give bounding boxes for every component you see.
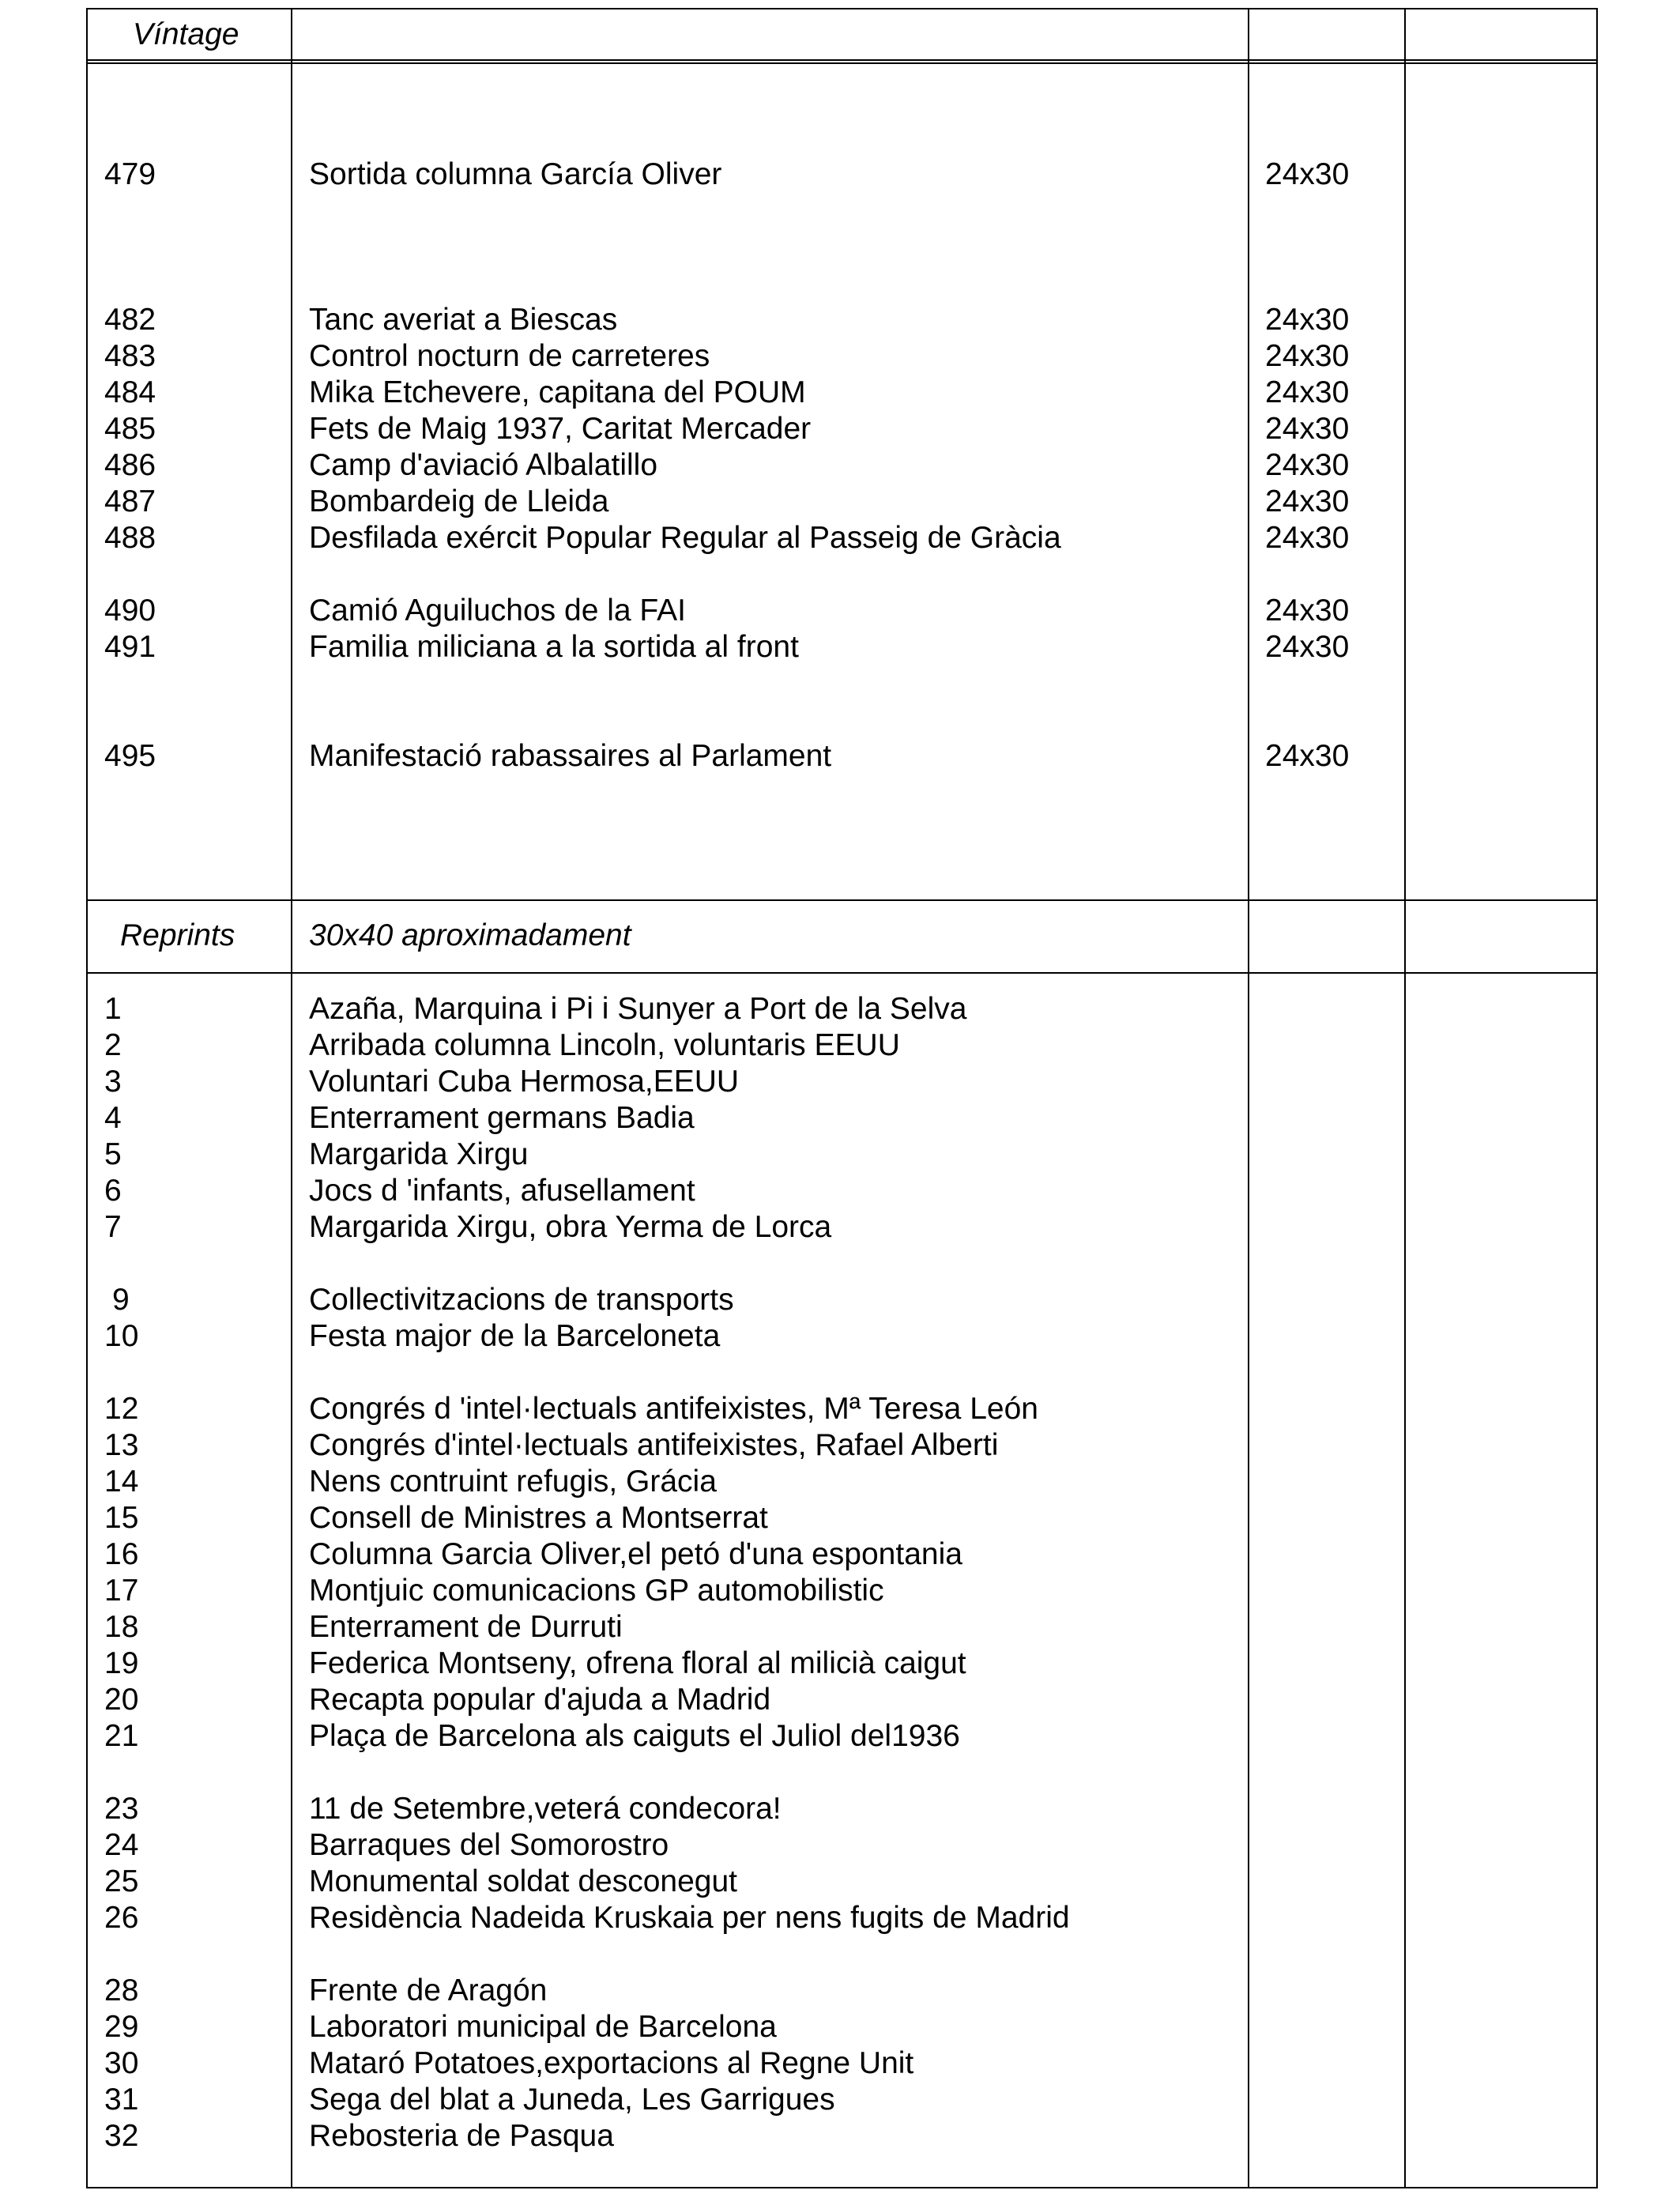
item-title: Montjuic comunicacions GP automobilistic [309, 1574, 884, 1608]
item-title: Fets de Maig 1937, Caritat Mercader [309, 412, 812, 446]
item-number: 21 [104, 1719, 139, 1753]
item-title: Enterrament de Durruti [309, 1610, 623, 1644]
item-number: 491 [104, 630, 156, 664]
reprints-section-label: Reprints [120, 918, 235, 952]
table-row [0, 1827, 1680, 1864]
item-title: Manifestació rabassaires al Parlament [309, 739, 832, 773]
vintage-section-label: Víntage [133, 17, 239, 51]
table-row [0, 520, 1680, 556]
table-row [0, 1973, 1680, 2009]
table-row [0, 2082, 1680, 2118]
table-row [0, 1864, 1680, 1900]
item-number: 19 [104, 1646, 139, 1680]
item-title: Rebosteria de Pasqua [309, 2119, 614, 2153]
item-title: Collectivitzacions de transports [309, 1283, 734, 1317]
item-title: Consell de Ministres a Montserrat [309, 1501, 768, 1535]
item-number: 479 [104, 157, 156, 191]
item-title: Voluntari Cuba Hermosa,EEUU [309, 1065, 740, 1099]
reprints-header-top-rule [86, 899, 1598, 901]
table-row [0, 156, 1680, 193]
table-row [0, 2045, 1680, 2082]
item-title: 11 de Setembre,veterá condecora! [309, 1792, 782, 1826]
table-row [0, 1173, 1680, 1209]
item-size: 24x30 [1265, 412, 1350, 446]
table-row [0, 1282, 1680, 1318]
item-title: Congrés d 'intel·lectuals antifeixistes, Mª Teresa León [309, 1392, 1038, 1426]
item-title: Sega del blat a Juneda, Les Garrigues [309, 2083, 835, 2117]
item-title: Festa major de la Barceloneta [309, 1319, 721, 1353]
table-row [0, 1100, 1680, 1137]
table-row [0, 1791, 1680, 1827]
item-title: Congrés d'intel·lectuals antifeixistes, Rafael Alberti [309, 1428, 999, 1462]
table-row [0, 1718, 1680, 1755]
item-number: 28 [104, 1973, 139, 2007]
item-size: 24x30 [1265, 448, 1350, 482]
item-number: 5 [104, 1137, 122, 1171]
item-title: Monumental soldat desconegut [309, 1864, 738, 1898]
item-number: 23 [104, 1792, 139, 1826]
table-row [0, 1027, 1680, 1064]
item-number: 482 [104, 303, 156, 337]
item-title: Mataró Potatoes,exportacions al Regne Unit [309, 2046, 914, 2080]
item-number: 6 [104, 1174, 122, 1208]
table-row [0, 1573, 1680, 1609]
item-title: Mika Etchevere, capitana del POUM [309, 375, 806, 409]
item-size: 24x30 [1265, 303, 1350, 337]
table-row [0, 991, 1680, 1027]
item-size: 24x30 [1265, 594, 1350, 628]
table-row [0, 484, 1680, 520]
item-number: 14 [104, 1465, 139, 1498]
item-number: 30 [104, 2046, 139, 2080]
item-title: Bombardeig de Lleida [309, 484, 609, 518]
item-title: Margarida Xirgu [309, 1137, 529, 1171]
item-title: Familia miliciana a la sortida al front [309, 630, 799, 664]
item-size: 24x30 [1265, 375, 1350, 409]
reprints-header-bottom-rule [86, 972, 1598, 974]
item-title: Jocs d 'infants, afusellament [309, 1174, 695, 1208]
item-title: Sortida columna García Oliver [309, 157, 722, 191]
table-row [0, 2118, 1680, 2154]
item-number: 486 [104, 448, 156, 482]
table-row [0, 1536, 1680, 1573]
table-row [0, 1209, 1680, 1246]
table-row [0, 1137, 1680, 1173]
item-title: Federica Montseny, ofrena floral al milicià caigut [309, 1646, 966, 1680]
item-size: 24x30 [1265, 484, 1350, 518]
item-number: 3 [104, 1065, 122, 1099]
item-size: 24x30 [1265, 157, 1350, 191]
item-title: Desfilada exércit Popular Regular al Passeig de Gràcia [309, 521, 1061, 555]
item-title: Tanc averiat a Biescas [309, 303, 618, 337]
item-title: Azaña, Marquina i Pi i Sunyer a Port de la Selva [309, 992, 967, 1026]
table-row [0, 302, 1680, 338]
table-row [0, 738, 1680, 775]
vintage-header-rule [86, 59, 1598, 64]
item-number: 485 [104, 412, 156, 446]
item-number: 26 [104, 1901, 139, 1935]
item-number: 488 [104, 521, 156, 555]
item-number: 7 [104, 1210, 122, 1244]
item-title: Margarida Xirgu, obra Yerma de Lorca [309, 1210, 832, 1244]
item-number: 9 [112, 1283, 130, 1317]
item-size: 24x30 [1265, 630, 1350, 664]
table-row [0, 338, 1680, 375]
item-number: 10 [104, 1319, 139, 1353]
item-title: Camió Aguiluchos de la FAI [309, 594, 686, 628]
item-title: Nens contruint refugis, Grácia [309, 1465, 717, 1498]
table-row [0, 1064, 1680, 1100]
table-row [0, 447, 1680, 484]
item-number: 490 [104, 594, 156, 628]
item-number: 18 [104, 1610, 139, 1644]
item-size: 24x30 [1265, 739, 1350, 773]
item-number: 484 [104, 375, 156, 409]
item-title: Barraques del Somorostro [309, 1828, 669, 1862]
item-number: 29 [104, 2010, 139, 2044]
item-number: 483 [104, 339, 156, 373]
table-row [0, 1682, 1680, 1718]
item-number: 15 [104, 1501, 139, 1535]
item-number: 16 [104, 1537, 139, 1571]
item-number: 4 [104, 1101, 122, 1135]
item-title: Enterrament germans Badia [309, 1101, 695, 1135]
item-number: 1 [104, 992, 122, 1026]
table-row [0, 593, 1680, 629]
item-number: 20 [104, 1683, 139, 1717]
item-title: Control nocturn de carreteres [309, 339, 710, 373]
item-title: Residència Nadeida Kruskaia per nens fugits de Madrid [309, 1901, 1070, 1935]
table-row [0, 411, 1680, 447]
item-number: 12 [104, 1392, 139, 1426]
item-number: 31 [104, 2083, 139, 2117]
reprints-section-subtitle: 30x40 aproximadament [309, 918, 631, 952]
item-number: 487 [104, 484, 156, 518]
table-row [0, 1500, 1680, 1536]
item-title: Frente de Aragón [309, 1973, 548, 2007]
item-number: 495 [104, 739, 156, 773]
item-title: Plaça de Barcelona als caiguts el Juliol del1936 [309, 1719, 960, 1753]
table-top-border [86, 8, 1598, 9]
table-row [0, 1464, 1680, 1500]
table-row [0, 1609, 1680, 1646]
item-number: 32 [104, 2119, 139, 2153]
table-row [0, 1318, 1680, 1355]
item-title: Camp d'aviació Albalatillo [309, 448, 658, 482]
item-size: 24x30 [1265, 339, 1350, 373]
item-number: 24 [104, 1828, 139, 1862]
item-title: Laboratori municipal de Barcelona [309, 2010, 777, 2044]
table-row [0, 1427, 1680, 1464]
item-number: 2 [104, 1028, 122, 1062]
table-row [0, 629, 1680, 665]
item-size: 24x30 [1265, 521, 1350, 555]
table-row [0, 1391, 1680, 1427]
table-row [0, 375, 1680, 411]
table-row [0, 2009, 1680, 2045]
table-bottom-border [86, 2187, 1598, 2188]
item-title: Columna Garcia Oliver,el petó d'una espontania [309, 1537, 962, 1571]
item-title: Recapta popular d'ajuda a Madrid [309, 1683, 771, 1717]
item-number: 13 [104, 1428, 139, 1462]
item-number: 17 [104, 1574, 139, 1608]
table-row [0, 1900, 1680, 1936]
table-row [0, 1646, 1680, 1682]
item-title: Arribada columna Lincoln, voluntaris EEUU [309, 1028, 900, 1062]
item-number: 25 [104, 1864, 139, 1898]
